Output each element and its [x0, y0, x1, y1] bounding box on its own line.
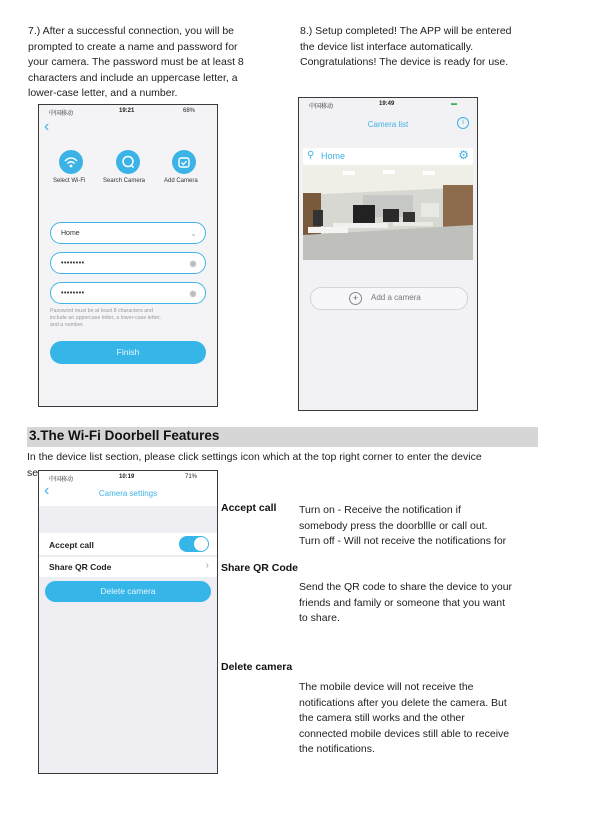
page-title: Camera list — [367, 120, 409, 129]
field-value: •••••••• — [61, 260, 85, 267]
wifi-icon — [59, 150, 83, 174]
chevron-right-icon: › — [205, 560, 209, 571]
step-label: Search Camera — [103, 178, 146, 184]
text-line: to share. — [299, 612, 340, 624]
nav-bar — [39, 484, 217, 506]
phone-screenshot-setup — [38, 104, 218, 407]
location-pin-icon: ⚲ — [307, 150, 315, 161]
field-value: •••••••• — [61, 290, 85, 297]
text-line: characters and include an uppercase letter, a — [28, 71, 238, 84]
text-line: your camera. The password must be at least 8 — [28, 56, 244, 68]
accept-call-toggle[interactable] — [179, 536, 209, 552]
section-heading: 3.The Wi-Fi Doorbell Features — [29, 428, 220, 443]
battery-label: 68% — [183, 108, 196, 114]
add-camera-icon — [172, 150, 196, 174]
password-hint — [50, 308, 161, 329]
finish-button[interactable]: Finish — [50, 341, 206, 364]
text-line: Turn on - Receive the notification if — [299, 504, 461, 516]
accept-call-row[interactable] — [39, 533, 217, 555]
camera-preview-image[interactable] — [303, 165, 473, 260]
text-line: prompted to create a name and password for — [28, 40, 238, 53]
camera-name-field[interactable] — [50, 222, 206, 244]
section-intro: In the device list section, please click settings icon which at the top right corner to enter the device — [27, 451, 482, 463]
row-label: Share QR Code — [49, 562, 112, 572]
battery-icon: ▬ — [451, 101, 457, 107]
row-label: Accept call — [49, 540, 94, 550]
feature-description — [299, 580, 549, 627]
camera-card[interactable] — [303, 148, 473, 260]
plus-icon: + — [349, 292, 362, 305]
page-title: Camera settings — [98, 489, 158, 498]
toggle-knob — [194, 537, 208, 551]
phone-screenshot-camera-list — [298, 97, 478, 411]
hint-line: and a number. — [50, 322, 84, 328]
eye-icon[interactable]: ◉ — [189, 289, 197, 298]
text-line: Turn off - Will not receive the notifications for — [299, 535, 507, 547]
feature-description — [299, 680, 549, 758]
text-line: The mobile device will not receive the — [299, 681, 474, 693]
confirm-password-field[interactable] — [50, 282, 206, 304]
text-line: the device list interface automatically. — [300, 40, 474, 53]
text-line: connected mobile devices still able to receive — [299, 727, 510, 740]
text-line: notifications after you delete the camera. But — [299, 696, 507, 709]
feature-description — [299, 503, 549, 550]
carrier-label: 中国移动 — [309, 104, 334, 110]
password-field[interactable] — [50, 252, 206, 274]
hint-line: Password must be at least 8 characters and — [50, 308, 154, 314]
text-line: Send the QR code to share the device to your — [299, 581, 513, 593]
search-icon — [116, 150, 140, 174]
chevron-left-icon[interactable]: ‹ — [44, 118, 50, 135]
feature-title: Share QR Code — [221, 562, 299, 574]
status-bar — [299, 98, 477, 112]
hint-line: include an uppercase letter, a lower-case letter, — [50, 315, 161, 321]
feature-title: Delete camera — [221, 661, 293, 673]
text-line: Congratulations! The device is ready for use. — [300, 56, 509, 68]
text-line: lower-case letter, and a number. — [28, 87, 178, 99]
step8-text — [300, 24, 590, 71]
add-camera-button[interactable] — [310, 287, 468, 310]
text-line: the notifications. — [299, 743, 375, 755]
step-label: Add Camera — [164, 178, 198, 184]
phone-screenshot-settings — [38, 470, 218, 774]
status-bar — [39, 471, 217, 485]
eye-icon[interactable]: ◉ — [189, 259, 197, 268]
status-bar — [39, 105, 217, 119]
text-line: the camera still works and the other — [299, 712, 465, 724]
gear-icon[interactable]: ⚙ — [458, 148, 469, 162]
carrier-label: 中国移动 — [49, 111, 74, 117]
feature-title: Accept call — [221, 502, 277, 514]
text-line: friends and family or someone that you want — [299, 596, 506, 609]
share-qr-row[interactable] — [39, 557, 217, 577]
clock: 19:21 — [119, 108, 135, 114]
battery-label: 71% — [185, 474, 198, 480]
text-line: somebody press the doorbllle or call out. — [299, 519, 488, 532]
text-line: 7.) After a successful connection, you will be — [28, 25, 235, 37]
camera-name: Home — [321, 151, 346, 161]
chevron-down-icon[interactable]: ⌄ — [190, 229, 197, 238]
section-heading-bar — [27, 427, 538, 447]
clock: 19:49 — [379, 101, 395, 107]
step7-text — [28, 24, 288, 102]
text-line: 8.) Setup completed! The APP will be entered — [300, 25, 512, 37]
add-camera-label: Add a camera — [371, 293, 421, 302]
info-icon[interactable]: i — [457, 117, 469, 129]
carrier-label: 中国移动 — [49, 477, 74, 483]
step-label: Select Wi-Fi — [53, 178, 86, 184]
chevron-left-icon[interactable]: ‹ — [44, 482, 50, 499]
section-intro-cut: se — [27, 467, 39, 479]
field-value: Home — [61, 230, 80, 237]
clock: 10:19 — [119, 474, 135, 480]
delete-camera-button[interactable]: Delete camera — [45, 581, 211, 602]
